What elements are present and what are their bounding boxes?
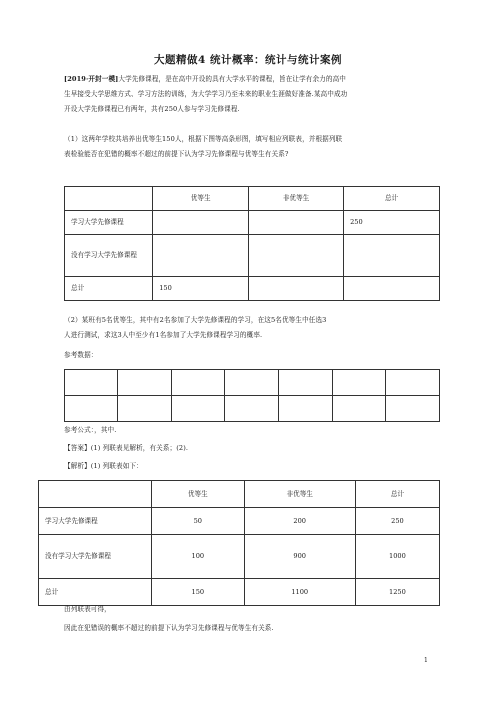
table-row [65,277,440,301]
page-number: 1 [424,657,428,664]
table-row [39,481,440,508]
table-cell [171,370,225,396]
table-cell: 学习大学先修课程 [39,508,152,535]
table-cell [344,277,440,301]
table-header-cell: 优等生 [152,481,245,508]
table-cell: 1100 [244,579,355,606]
analysis-line: 【解析】(1) 列联表如下： [64,462,143,470]
table-row [65,235,440,277]
table-cell [249,211,344,235]
table-cell: 150 [152,579,245,606]
question-2 [64,313,440,343]
table-cell: 没有学习大学先修课程 [39,535,152,579]
page-title: 大题精做4 统计概率：统计与统计案例 [154,54,342,66]
table-cell [65,370,118,396]
table-cell [153,235,249,277]
table-cell [153,211,249,235]
table-row [39,508,440,535]
table-cell: 250 [344,211,440,235]
table-cell [332,396,386,422]
table-cell [171,396,225,422]
reference-data-table [64,369,440,422]
table-cell: 150 [153,277,249,301]
table-row [65,211,440,235]
table-cell [249,235,344,277]
table-cell [118,370,172,396]
table-header-cell: 非优等生 [244,481,355,508]
solution-contingency-table [38,480,440,606]
source-tag: [2019·开封一模] [64,75,119,83]
table-cell: 1000 [355,535,439,579]
table-cell [386,370,440,396]
table-cell [65,396,118,422]
question-1-line-2: 表检验能否在犯错的概率不超过的前提下认为学习先修课程与优等生有关系? [64,150,289,158]
conclusion [64,602,440,636]
blank-contingency-table [64,186,440,301]
table-cell [278,396,332,422]
table-cell [118,396,172,422]
table-cell: 50 [152,508,245,535]
table-header-cell: 总计 [344,187,440,211]
table-cell [39,481,152,508]
table-row [65,396,440,422]
question-2-line-2: 人进行测试，求这3人中至少有1名参加了大学先修课程学习的概率. [64,331,263,339]
reference-data-label: 参考数据： [64,351,98,359]
table-cell: 100 [152,535,245,579]
table-row [65,187,440,211]
table-cell: 学习大学先修课程 [65,211,153,235]
table-cell [344,235,440,277]
table-cell: 900 [244,535,355,579]
table-row [65,370,440,396]
table-cell [225,370,279,396]
table-cell [65,187,153,211]
table-cell: 250 [355,508,439,535]
table-cell [332,370,386,396]
intro-line-3: 开设大学先修课程已有两年，共有250人参与学习先修课程. [64,105,240,113]
table-header-cell: 非优等生 [249,187,344,211]
table-cell: 没有学习大学先修课程 [65,235,153,277]
intro-line-1: [2019·开封一模]大学先修课程，是在高中开设的具有大学水平的课程，旨在让学有余力的高中 [64,75,346,83]
table-cell: 200 [244,508,355,535]
table-cell: 1250 [355,579,439,606]
conclusion-line-1: 由列联表可得， [64,605,111,613]
intro-paragraph [64,72,440,117]
table-cell [249,277,344,301]
table-header-cell: 优等生 [153,187,249,211]
formula-line: 参考公式：，其中. [64,426,117,434]
table-cell: 总计 [39,579,152,606]
question-1 [64,132,440,162]
table-cell [278,370,332,396]
question-2-line-1: （2）某班有5名优等生，其中有2名参加了大学先修课程的学习，在这5名优等生中任选3 [64,316,327,324]
conclusion-line-2: 因此在犯错误的概率不超过的前提下认为学习先修课程与优等生有关系. [64,624,274,632]
table-cell [386,396,440,422]
answer-line: 【答案】(1) 列联表见解析，有关系；(2). [64,444,189,452]
question-1-line-1: （1）这两年学校共培养出优等生150人，根据下图等高条形图，填写相应列联表，并根据列联 [64,135,343,143]
intro-line-2: 生早接受大学思维方式、学习方法的训练，为大学学习乃至未来的职业生涯做好准备.某高中成功 [64,90,348,98]
table-row [39,535,440,579]
table-cell [225,396,279,422]
table-header-cell: 总计 [355,481,439,508]
table-cell: 总计 [65,277,153,301]
